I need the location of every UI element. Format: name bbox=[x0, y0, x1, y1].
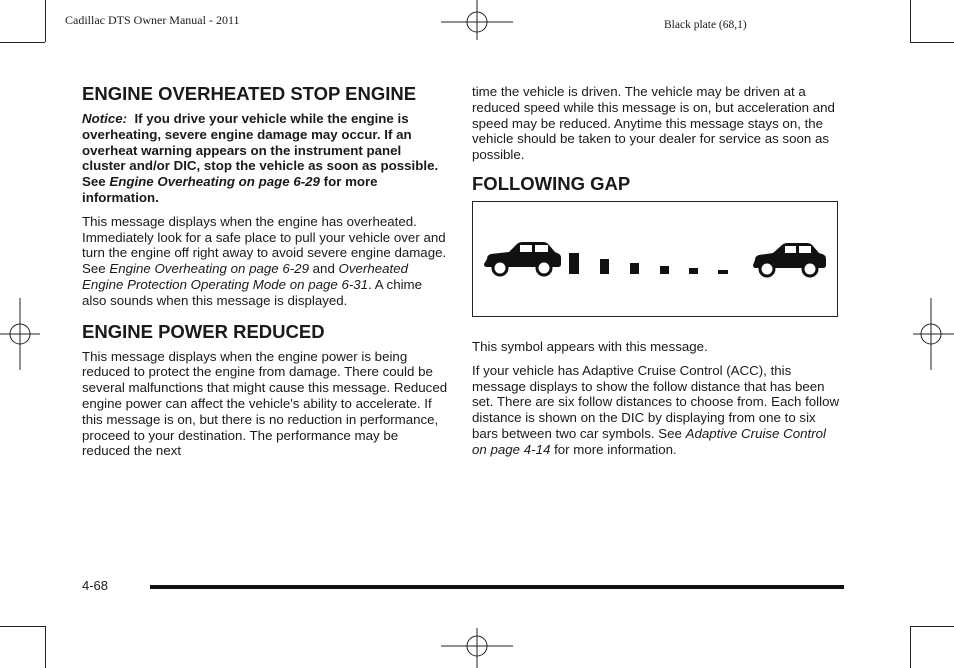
car-right-icon bbox=[753, 243, 826, 276]
gap-bar bbox=[600, 259, 609, 274]
crop-mark-br-v bbox=[910, 626, 911, 668]
crop-mark-bl-v bbox=[45, 626, 46, 668]
crop-mark-tl-h bbox=[0, 42, 45, 43]
overheated-and: and bbox=[308, 261, 339, 277]
notice-text-2: for more information. bbox=[82, 174, 378, 205]
header-manual-title: Cadillac DTS Owner Manual - 2011 bbox=[65, 13, 240, 27]
overheated-body-1: This message displays when the engine has overheated. Immediately look for a safe place to pull your vehicle over and turn the engine off right away to avoid severe engine damage. See bbox=[82, 213, 447, 277]
gap-bar bbox=[689, 268, 698, 274]
notice-paragraph bbox=[82, 111, 448, 206]
following-gap-caption: This symbol appears with this message. bbox=[472, 338, 708, 354]
heading-following-gap: FOLLOWING GAP bbox=[472, 172, 631, 194]
overheated-body bbox=[82, 214, 448, 309]
overheated-ref-1[interactable]: Engine Overheating on page 6-29 bbox=[109, 261, 309, 277]
gap-bar bbox=[630, 263, 639, 274]
following-gap-body bbox=[472, 363, 842, 458]
gap-bars bbox=[569, 253, 728, 274]
notice-label: Notice: bbox=[82, 111, 128, 126]
heading-engine-overheated: ENGINE OVERHEATED STOP ENGINE bbox=[82, 83, 417, 104]
heading-engine-power-reduced: ENGINE POWER REDUCED bbox=[82, 320, 325, 342]
crop-mark-tl-v bbox=[45, 0, 46, 42]
following-gap-symbol bbox=[473, 202, 837, 316]
page-number: 4-68 bbox=[82, 578, 109, 593]
following-gap-body-1: If your vehicle has Adaptive Cruise Control (ACC), this message displays to show the follow distance that has been set. There are six follow distances to choose from. Each follow distance is shown on the DIC by displaying from one to six bars between two car symbols. See bbox=[472, 362, 840, 441]
overheated-ref-2[interactable]: Overheated Engine Protection Operating Mode on page 6-31 bbox=[82, 261, 409, 292]
gap-bar bbox=[718, 270, 728, 274]
crop-mark-bl-h bbox=[0, 626, 45, 627]
notice-ref[interactable]: Engine Overheating on page 6-29 bbox=[109, 174, 320, 190]
gap-bar bbox=[660, 266, 669, 274]
power-reduced-body-cont: time the vehicle is driven. The vehicle may be driven at a reduced speed while this message is on, but acceleration and speed may be reduced. Anytime this message stays on, the vehicle should be taken to your dealer for service as soon as possible. bbox=[472, 84, 835, 163]
footer-rule bbox=[150, 585, 844, 589]
right-column bbox=[472, 84, 842, 466]
car-left-icon bbox=[484, 242, 561, 275]
following-gap-figure bbox=[472, 201, 838, 317]
following-gap-body-2: for more information. bbox=[550, 441, 677, 457]
crop-mark-tr-v bbox=[910, 0, 911, 42]
crop-mark-tr-h bbox=[910, 42, 954, 43]
notice-text-1: If you drive your vehicle while the engine is overheating, severe engine damage may occur. If an overheat warning appears on the instrument panel cluster and/or DIC, stop the vehicle as soon as possible. See bbox=[82, 111, 439, 190]
power-reduced-body: This message displays when the engine power is being reduced to protect the engine from damage. There could be several malfunctions that might cause this message. Reduced engine power can affect the vehicle's ability to accelerate. If this message is on, but there is no reduction in performance, proceed to your destination. The performance may be reduced the next bbox=[82, 348, 448, 459]
header-plate: Black plate (68,1) bbox=[664, 19, 747, 31]
following-gap-ref[interactable]: Adaptive Cruise Control on page 4-14 bbox=[472, 425, 827, 457]
crop-mark-br-h bbox=[910, 626, 954, 627]
gap-bar bbox=[569, 253, 579, 274]
overheated-body-2: . A chime also sounds when this message is displayed. bbox=[82, 276, 423, 308]
left-column bbox=[82, 83, 448, 467]
